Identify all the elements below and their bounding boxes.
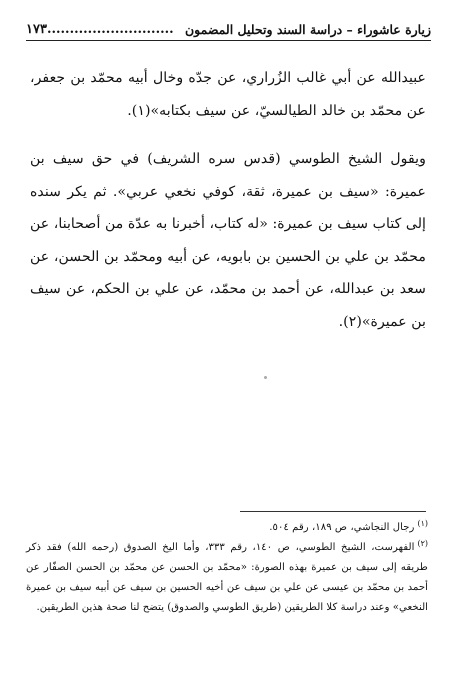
footnote-1 (26, 518, 428, 538)
page-number: ١٧٣ (26, 22, 47, 37)
running-title: زيارة عاشوراء – دراسة السند وتحليل المضمون (184, 22, 431, 37)
header-leader-dots: ............................ (46, 22, 174, 37)
running-header (26, 14, 431, 41)
separator-dot (264, 376, 267, 379)
footnotes (26, 518, 428, 618)
body-paragraph-2: ويقول الشيخ الطوسي (قدس سره الشريف) في حق سيف بن عميرة: «سيف بن عميرة، ثقة، كوفي نخعي عربي». ثم يكر سنده إلى كتاب سيف بن عميرة: «له كتاب، أخبرنا به عدّة من أصحابنا، عن محمّد بن علي بن الحسين بن بابويه، عن أبيه ومحمّد بن الحسن، عن سعد بن عبدالله، عن أحمد بن محمّد، عن علي بن الحكم، عن سيف بن عميرة»(٢). (30, 151, 426, 330)
page-number-group (26, 22, 174, 40)
footnote-2 (26, 538, 428, 618)
footnote-marker: (٢) (417, 538, 428, 548)
footnote-marker: (١) (417, 518, 428, 528)
footnote-text: رجال النجاشي، ص ١٨٩، رقم ٥٠٤. (269, 522, 415, 533)
body-paragraph-1: عبيدالله عن أبي غالب الزُراري، عن جدّه وخال أبيه محمّد بن جعفر، عن محمّد بن خالد الطيالسيّ، عن سيف بكتابه»(١). (30, 70, 426, 119)
footnote-separator (240, 511, 426, 512)
body-text (30, 62, 426, 338)
footnote-text: الفهرست، الشيخ الطوسي، ص ١٤٠، رقم ٣٣٣، وأما اليخ الصدوق (رحمه الله) فقد ذكر طريقه إلى سيف بن عميرة بهذه الصورة: «محمّد بن الحسن عن محمّد بن الحسن الصفّار عن أحمد بن محمّد بن عيسى عن علي بن سيف عن أخيه الحسين بن سيف عن أبيه سيف بن عميرة النخعي» وعند دراسة كلا الطريقين (طريق الطوسي والصدوق) يتضح لنا صحة هذين الطريقين. (26, 542, 428, 613)
